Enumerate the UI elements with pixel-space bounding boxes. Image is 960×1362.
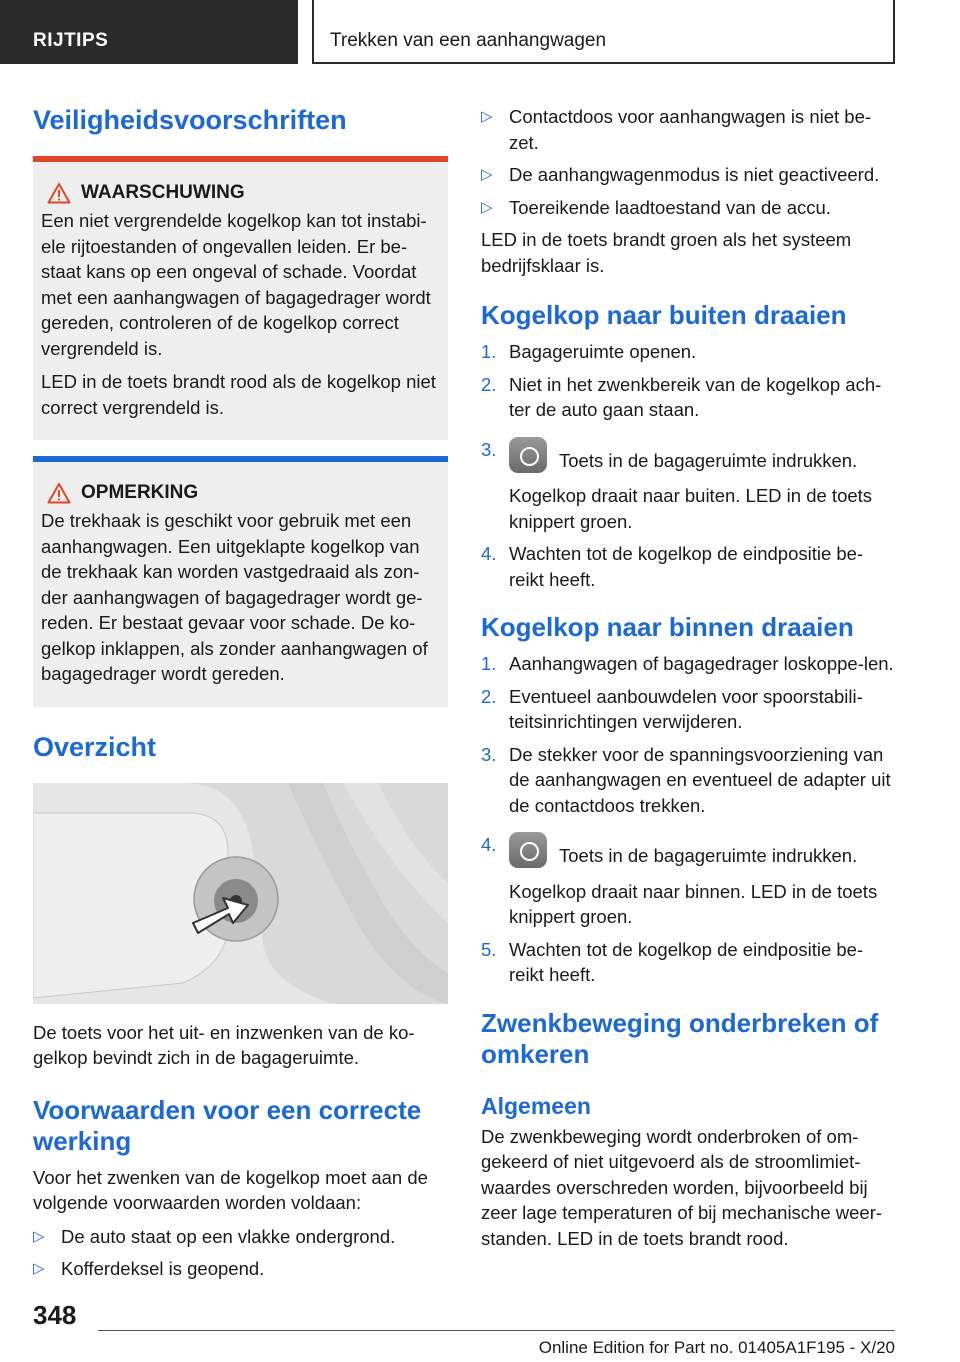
- bullet-marker-icon: ▷: [481, 166, 493, 183]
- overview-text: De toets voor het uit- en inzwenken van de ko-gelkop bevindt zich in de bagageruimte.: [33, 1021, 415, 1068]
- trunk-button-figure: [33, 783, 448, 1004]
- page-footer: [0, 1290, 960, 1362]
- out-title: Kogelkop naar buiten draaien: [481, 300, 847, 330]
- warning-triangle-icon: [47, 182, 71, 204]
- led-ready-text: LED in de toets brandt groen als het systeem bedrijfsklaar is.: [481, 229, 852, 276]
- list-item: ▷ Kofferdeksel is geopend.: [33, 1256, 448, 1282]
- notice-text: De trekhaak is geschikt voor gebruik met een aanhangwagen. Een uitgeklapte kogelkop van de trekhaak kan worden vastgedraaid als zon-der aanhangwagen of bagagedrager wordt ge-reden. Er bestaat gevaar voor schade. De ko-gelkop inklappen, als zonder aanhangwagen of bagagedrager wordt gereden.: [41, 510, 428, 684]
- list-item: ▷ Toereikende laadtoestand van de accu.: [481, 195, 896, 221]
- trailer-hitch-button-icon: [509, 437, 547, 473]
- bullet-marker-icon: ▷: [33, 1227, 45, 1245]
- warning-text-1: Een niet vergrendelde kogelkop kan tot instabi-ele rijtoestanden of ongevallen leiden. Er be-staat kans op een ongeval of schade. Voordat met een aanhangwagen of bagagedrager wordt gereden, controleren of de kogelkop correct vergrendeld is.: [41, 210, 431, 359]
- trailer-hitch-button-icon: [509, 832, 547, 868]
- overview-title: Overzicht: [33, 731, 157, 762]
- conditions-list: [33, 1224, 448, 1282]
- step-item: 5. Wachten tot de kogelkop de eindpositie be-reikt heeft.: [481, 938, 864, 985]
- out-steps: [481, 339, 896, 592]
- page-number: 348: [33, 1300, 77, 1330]
- list-item: ▷ De auto staat op een vlakke ondergrond.: [33, 1224, 448, 1250]
- trunk-illustration: [33, 783, 448, 1004]
- notice-head: [47, 482, 440, 504]
- general-text: De zwenkbeweging wordt onderbroken of om-gekeerd of niet uitgevoerd als de stroomlimiet-waardes overschreden worden, bijvoorbeeld bij zeer lage temperaturen of bij mechanische weer-standen. LED in de toets brandt rood.: [481, 1125, 883, 1249]
- step-item: 2. Niet in het zwenkbereik van de kogelkop ach-ter de auto gaan staan.: [481, 373, 882, 420]
- bullet-marker-icon: ▷: [33, 1260, 45, 1277]
- step-item: 4. Wachten tot de kogelkop de eindpositie be-reikt heeft.: [481, 543, 864, 590]
- warning-label: WAARSCHUWING: [81, 182, 245, 203]
- conditions-list-continued: [481, 104, 896, 220]
- right-column: [481, 100, 896, 1251]
- left-column: [33, 100, 448, 1289]
- safety-title: Veiligheidsvoorschriften: [33, 105, 347, 135]
- conditions-intro: Voor het zwenken van de kogelkop moet aan de volgende voorwaarden worden voldaan:: [33, 1166, 428, 1213]
- in-steps: [481, 651, 896, 988]
- interrupt-title: Zwenkbeweging onderbreken of omkeren: [481, 1007, 879, 1069]
- step-item: 4. Toets in de bagageruimte indrukken. Kogelkop draait naar binnen. LED in de toets knippert groen.: [481, 834, 878, 927]
- notice-label: OPMERKING: [81, 482, 199, 503]
- list-item: ▷ Contactdoos voor aanhangwagen is niet be-zet.: [481, 104, 896, 155]
- bullet-marker-icon: ▷: [481, 108, 493, 125]
- warning-text-2: LED in de toets brandt rood als de kogelkop niet correct vergrendeld is.: [41, 371, 436, 418]
- step-item: 1. Bagageruimte openen.: [481, 341, 697, 362]
- notice-triangle-icon: [47, 482, 71, 504]
- general-title: Algemeen: [481, 1092, 591, 1119]
- section-tab: RIJTIPS: [0, 0, 298, 64]
- edition-note: Online Edition for Part no. 01405A1F195 - X/20: [538, 1338, 895, 1357]
- step-item: 2. Eventueel aanbouwdelen voor spoorstabili-teitsinrichtingen verwijderen.: [481, 685, 863, 732]
- in-title: Kogelkop naar binnen draaien: [481, 612, 854, 642]
- warning-head: [47, 182, 440, 204]
- page-header: [0, 0, 960, 64]
- warning-box: [33, 156, 448, 440]
- conditions-title: Voorwaarden voor een correcte werking: [33, 1094, 422, 1156]
- chapter-title: Trekken van een aanhangwagen: [312, 0, 895, 64]
- list-item: ▷ De aanhangwagenmodus is niet geactiveerd.: [481, 162, 896, 188]
- bullet-marker-icon: ▷: [481, 198, 493, 216]
- notice-box: [33, 456, 448, 707]
- step-item: 3. Toets in de bagageruimte indrukken. Kogelkop draait naar buiten. LED in de toets knippert groen.: [481, 438, 873, 532]
- step-item: 1. Aanhangwagen of bagagedrager loskoppe-len.: [481, 653, 894, 674]
- footer-divider: [98, 1330, 895, 1331]
- step-item: 3. De stekker voor de spanningsvoorziening van de aanhangwagen en eventueel de adapter uit de contactdoos trekken.: [481, 743, 891, 816]
